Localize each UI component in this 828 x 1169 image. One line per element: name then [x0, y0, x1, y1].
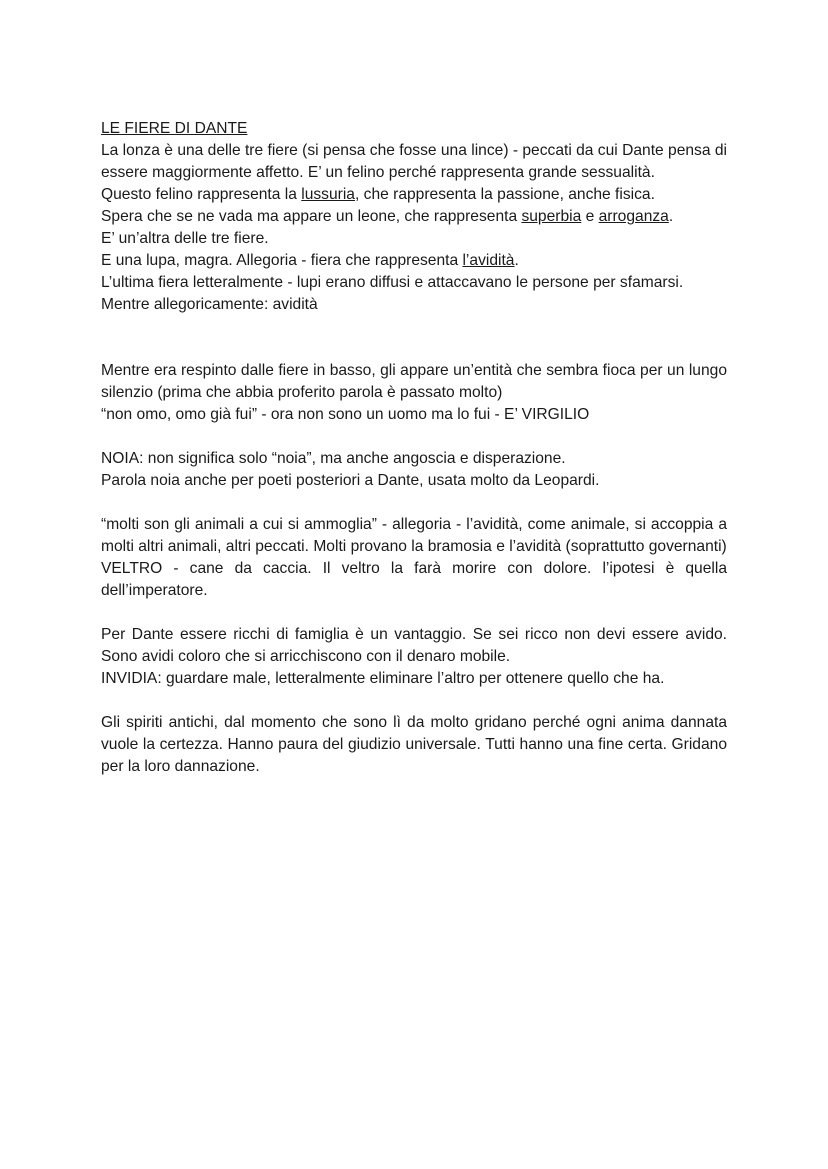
line-lussuria: [101, 184, 727, 206]
paragraph-ricchi: Per Dante essere ricchi di famiglia è un vantaggio. Se sei ricco non devi essere avido. Sono avidi coloro che si arricchiscono con il denaro mobile.: [101, 626, 727, 665]
underlined-superbia: superbia: [521, 208, 582, 225]
underlined-arroganza: arroganza: [598, 208, 669, 225]
paragraph-ammoglia: “molti son gli animali a cui si ammoglia” - allegoria - l’avidità, come animale, si accoppia a molti altri animali, altri peccati. Molti provano la bramosia e l’avidità (soprattutto governanti): [101, 516, 727, 555]
paragraph-veltro: VELTRO - cane da caccia. Il veltro la farà morire con dolore. l’ipotesi è quella dell’imperatore.: [101, 560, 727, 599]
document-page: [101, 118, 727, 778]
paragraph-lonza: La lonza è una delle tre fiere (si pensa che fosse una lince) - peccati da cui Dante pensa di essere maggiormente affetto. E’ un felino perché rappresenta grande sessualità.: [101, 142, 727, 181]
line-invidia: INVIDIA: guardare male, letteralmente eliminare l’altro per ottenere quello che ha.: [101, 670, 665, 687]
text: e: [581, 208, 599, 225]
document-title: LE FIERE DI DANTE: [101, 120, 248, 137]
paragraph-spiriti: Gli spiriti antichi, dal momento che sono lì da molto gridano perché ogni anima dannata vuole la certezza. Hanno paura del giudizio universale. Tutti hanno una fine certa. Gridano per la loro dannazione.: [101, 714, 727, 775]
line-leopardi: Parola noia anche per poeti posteriori a Dante, usata molto da Leopardi.: [101, 472, 600, 489]
line-altra-fiera: E’ un’altra delle tre fiere.: [101, 230, 269, 247]
spacer: [101, 492, 727, 514]
text: .: [668, 208, 674, 225]
text: Spera che se ne vada ma appare un leone, che rappresenta: [101, 208, 522, 225]
underlined-lussuria: lussuria: [301, 186, 355, 203]
text: Questo felino rappresenta la: [101, 186, 302, 203]
line-leone: [101, 206, 727, 228]
underlined-avidita: l’avidità: [462, 252, 515, 269]
line-ultima-fiera: L’ultima fiera letteralmente - lupi erano diffusi e attaccavano le persone per sfamarsi.: [101, 274, 684, 291]
line-non-omo: “non omo, omo già fui” - ora non sono un uomo ma lo fui - E’ VIRGILIO: [101, 406, 590, 423]
text: E una lupa, magra. Allegoria - fiera che rappresenta: [101, 252, 463, 269]
line-noia: NOIA: non significa solo “noia”, ma anche angoscia e disperazione.: [101, 450, 566, 467]
text: , che rappresenta la passione, anche fisica.: [354, 186, 655, 203]
spacer: [101, 690, 727, 712]
paragraph-virgilio: Mentre era respinto dalle fiere in basso, gli appare un’entità che sembra fioca per un lungo silenzio (prima che abbia proferito parola è passato molto): [101, 362, 727, 401]
line-allegoricamente: Mentre allegoricamente: avidità: [101, 296, 318, 313]
spacer: [101, 316, 727, 360]
spacer: [101, 602, 727, 624]
spacer: [101, 426, 727, 448]
text: .: [514, 252, 519, 269]
line-lupa: [101, 250, 727, 272]
